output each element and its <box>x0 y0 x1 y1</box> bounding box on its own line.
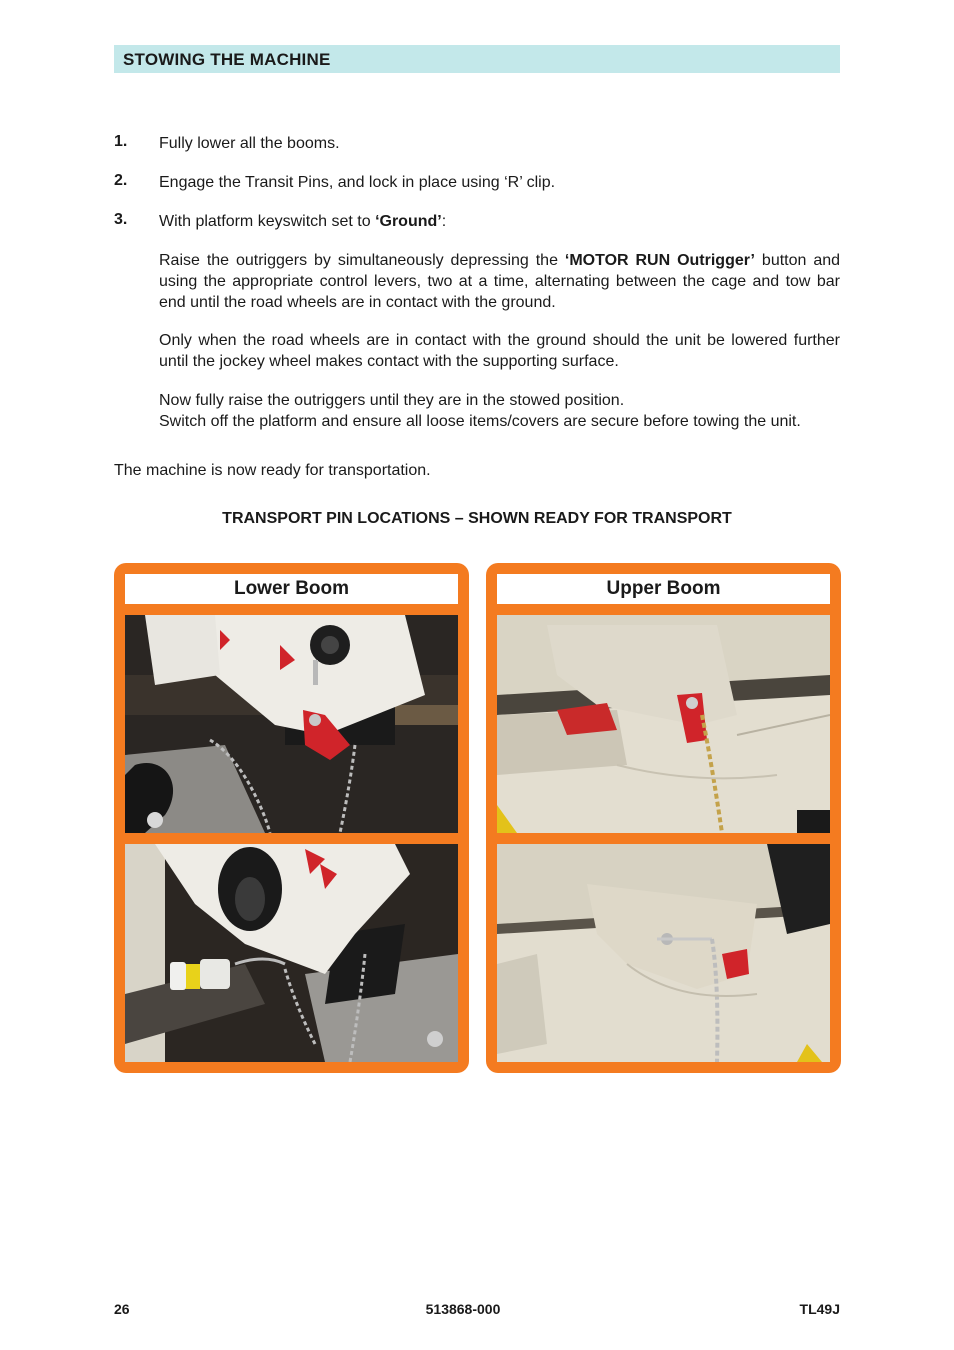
upper-boom-photo-top <box>497 615 830 833</box>
lower-boom-photo-bottom <box>125 844 458 1062</box>
conclusion-text: The machine is now ready for transportation. <box>114 462 431 479</box>
upper-boom-header <box>497 574 830 604</box>
step-3-text <box>159 211 840 232</box>
footer-page-number: 26 <box>114 1301 130 1317</box>
step-1-text: Fully lower all the booms. <box>159 135 340 152</box>
p3-line-1: Now fully raise the outriggers until they are in the stowed position. <box>159 392 625 409</box>
lower-boom-label: Lower Boom <box>233 578 350 599</box>
upper-boom-label: Upper Boom <box>606 578 721 599</box>
step-3-text-after: : <box>441 213 447 230</box>
footer-model: TL49J <box>799 1301 840 1317</box>
p1-bold: ‘MOTOR RUN Outrigger’ <box>564 252 756 269</box>
step-3-text-before: With platform keyswitch set to <box>159 213 376 230</box>
footer-doc-number: 513868-000 <box>425 1301 501 1317</box>
paragraph-stow <box>159 390 840 432</box>
step-2-text: Engage the Transit Pins, and lock in place using ‘R’ clip. <box>159 174 556 191</box>
step-3-number: 3. <box>114 211 128 228</box>
lower-boom-photo-top <box>125 615 458 833</box>
figure-title: TRANSPORT PIN LOCATIONS – SHOWN READY FOR TRANSPORT <box>222 510 732 527</box>
section-header <box>114 45 840 73</box>
upper-boom-photo-bottom <box>497 844 830 1062</box>
p1-before: Raise the outriggers by simultaneously depressing the <box>159 252 565 269</box>
lower-boom-panel <box>114 563 469 1073</box>
section-title: STOWING THE MACHINE <box>123 50 331 69</box>
step-2-number: 2. <box>114 172 128 189</box>
paragraph-raise-outriggers <box>159 250 840 313</box>
p3-line-2: Switch off the platform and ensure all loose items/covers are secure before towing the unit. <box>159 413 801 430</box>
step-3-text-bold: ‘Ground’ <box>375 213 442 230</box>
upper-boom-panel <box>486 563 841 1073</box>
p1-after: button and using the appropriate control levers, two at a time, alternating between the cage and tow bar end until the road wheels are in contact with the ground. <box>159 252 841 311</box>
lower-boom-header <box>125 574 458 604</box>
paragraph-lower-unit: Only when the road wheels are in contact with the ground should the unit be lowered further until the jockey wheel makes contact with the supporting surface. <box>159 332 840 370</box>
step-1-number: 1. <box>114 133 128 150</box>
